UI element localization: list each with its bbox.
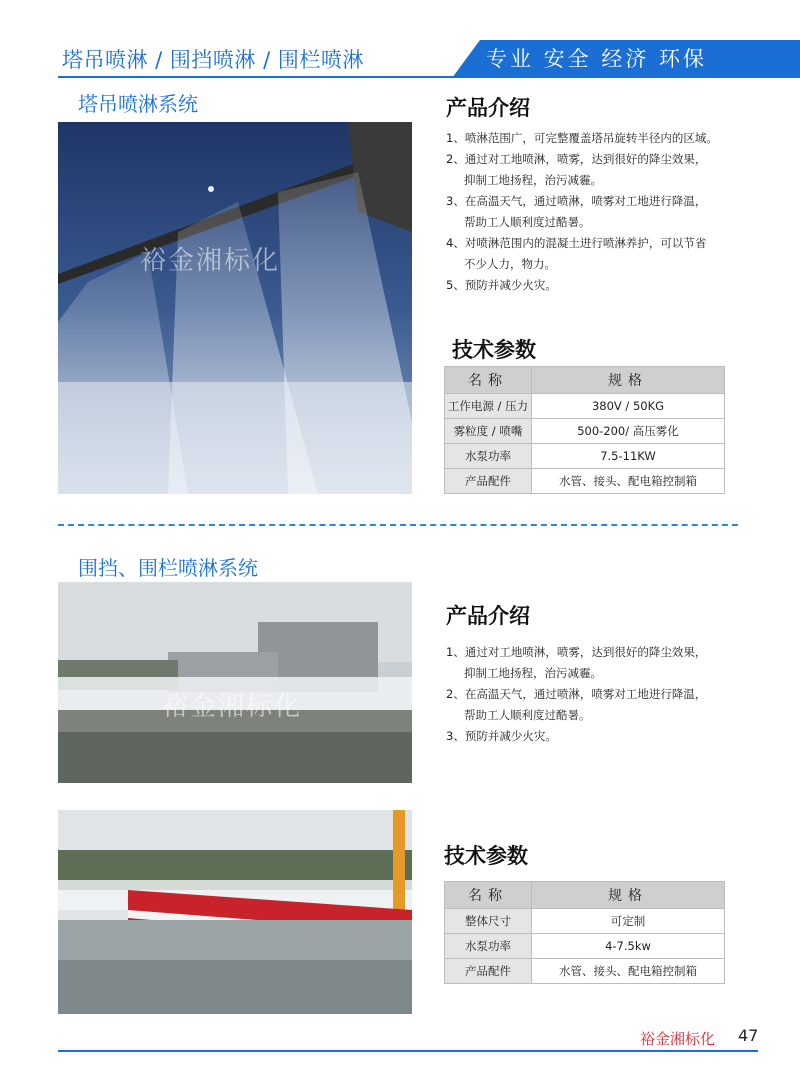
spec-value-cell: 水管、接头、配电箱控制箱	[532, 959, 725, 984]
intro-item: 5、预防并减少火灾。	[446, 278, 557, 292]
intro-item: 1、喷淋范围广，可完整覆盖塔吊旋转半径内的区域。	[446, 131, 718, 145]
spec-header-name: 名称	[445, 367, 532, 394]
intro-item: 抑制工地扬程，治污减霾。	[464, 173, 602, 187]
intro-item: 2、通过对工地喷淋，喷雾，达到很好的降尘效果，	[446, 152, 707, 166]
section1-spec-table-wrap	[444, 366, 725, 494]
spec-row	[445, 909, 725, 934]
spec-name-cell: 水泵功率	[445, 934, 532, 959]
section1-intro-list	[446, 128, 718, 296]
spec-header-name: 名称	[445, 882, 532, 909]
section2-title: 围挡、围栏喷淋系统	[78, 556, 258, 580]
footer-divider	[58, 1050, 758, 1052]
section2-spec-table-wrap	[444, 881, 725, 984]
section2-spec-heading: 技术参数	[444, 844, 528, 868]
photo-watermark: 裕金湘标化	[140, 246, 281, 276]
spec-header-row	[445, 367, 725, 394]
header-divider	[58, 76, 800, 78]
section1-spec-table	[444, 366, 725, 494]
spec-name-cell: 产品配件	[445, 959, 532, 984]
spec-row	[445, 444, 725, 469]
spec-value-cell: 380V / 50KG	[532, 394, 725, 419]
section2-intro-heading: 产品介绍	[446, 604, 530, 628]
spec-name-cell: 雾粒度 / 喷嘴	[445, 419, 532, 444]
section-divider	[58, 524, 738, 526]
page-number: 47	[738, 1026, 759, 1045]
fence-spray-photo-top	[58, 582, 412, 783]
spec-value-cell: 7.5-11KW	[532, 444, 725, 469]
spec-row	[445, 394, 725, 419]
spec-value-cell: 水管、接头、配电箱控制箱	[532, 469, 725, 494]
section1-title: 塔吊喷淋系统	[78, 92, 198, 116]
section1-spec-heading: 技术参数	[452, 338, 536, 362]
spec-name-cell: 工作电源 / 压力	[445, 394, 532, 419]
intro-item: 2、在高温天气，通过喷淋，喷雾对工地进行降温，	[446, 687, 707, 701]
fence-spray-photo-bottom	[58, 810, 412, 1014]
spec-row	[445, 419, 725, 444]
spec-name-cell: 产品配件	[445, 469, 532, 494]
spec-value-cell: 4-7.5kw	[532, 934, 725, 959]
spec-header-value: 规格	[532, 882, 725, 909]
section2-spec-table	[444, 881, 725, 984]
intro-item: 帮助工人顺利度过酷暑。	[464, 708, 591, 722]
header-title: 塔吊喷淋 / 围挡喷淋 / 围栏喷淋	[62, 48, 364, 72]
spec-name-cell: 水泵功率	[445, 444, 532, 469]
intro-item: 1、通过对工地喷淋，喷雾，达到很好的降尘效果，	[446, 645, 707, 659]
intro-item: 抑制工地扬程，治污减霾。	[464, 666, 602, 680]
header-slogan: 专业 安全 经济 环保	[486, 47, 708, 71]
intro-item: 4、对喷淋范围内的混凝土进行喷淋养护，可以节省	[446, 236, 707, 250]
spec-row	[445, 469, 725, 494]
section2-intro-list	[446, 642, 706, 747]
spec-value-cell: 500-200/ 高压雾化	[532, 419, 725, 444]
intro-item: 不少人力，物力。	[464, 257, 556, 271]
intro-item: 帮助工人顺利度过酷暑。	[464, 215, 591, 229]
spec-header-row	[445, 882, 725, 909]
tower-crane-spray-photo	[58, 122, 412, 494]
section1-intro-heading: 产品介绍	[446, 96, 530, 120]
photo-watermark: 裕金湘标化	[162, 692, 303, 722]
spec-value-cell: 可定制	[532, 909, 725, 934]
spec-row	[445, 959, 725, 984]
spec-name-cell: 整体尺寸	[445, 909, 532, 934]
footer-brand: 裕金湘标化	[640, 1030, 716, 1048]
intro-item: 3、在高温天气，通过喷淋，喷雾对工地进行降温，	[446, 194, 707, 208]
spec-row	[445, 934, 725, 959]
spec-header-value: 规格	[532, 367, 725, 394]
intro-item: 3、预防并减少火灾。	[446, 729, 557, 743]
